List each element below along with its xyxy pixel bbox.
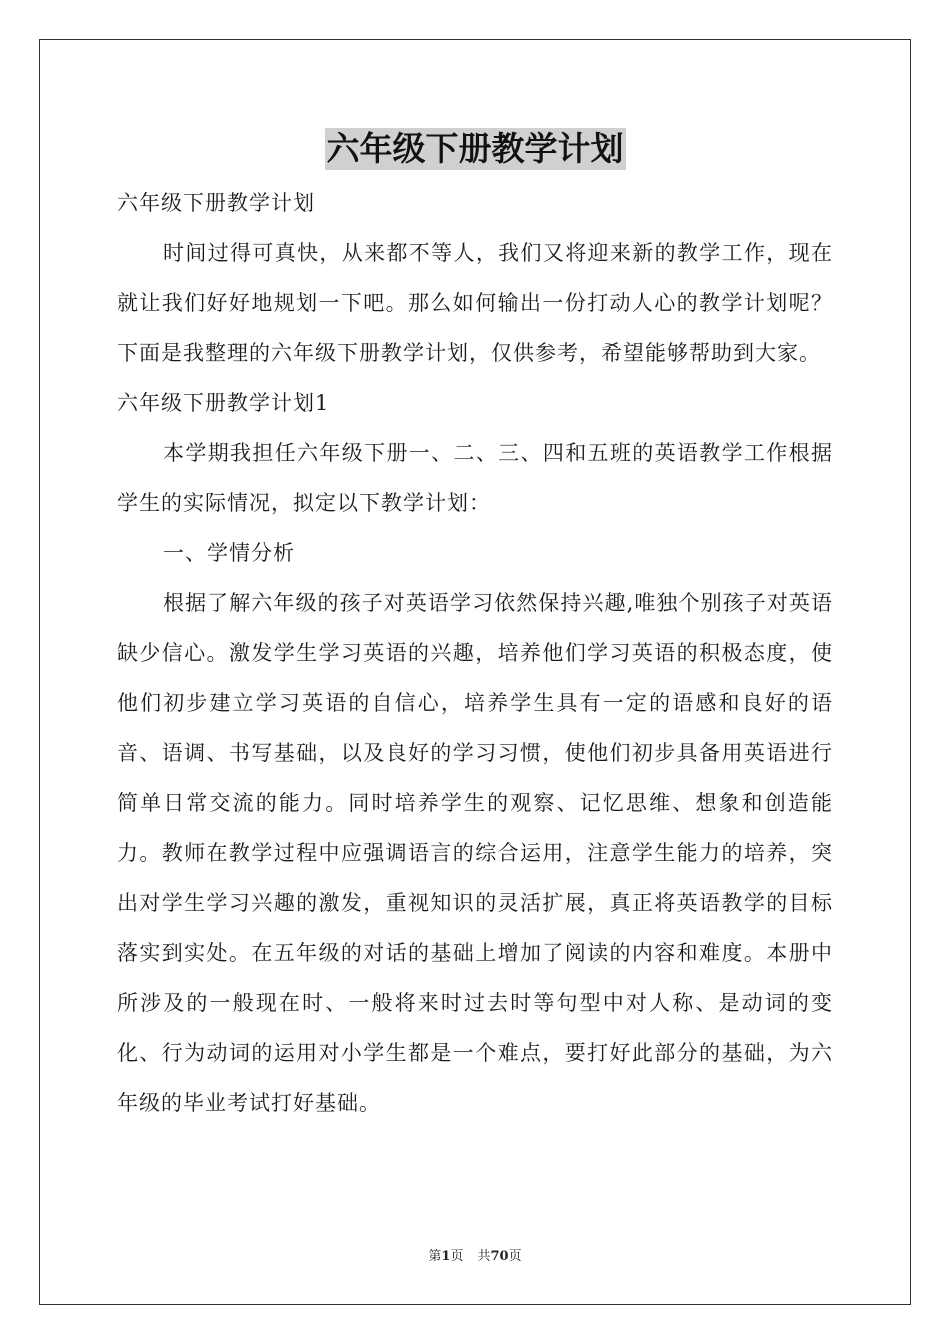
document-body <box>117 178 833 1128</box>
paragraph-section-heading: 六年级下册教学计划1 <box>117 391 330 415</box>
footer-page-number: 1 <box>441 1249 451 1264</box>
footer-total-prefix: 共 <box>477 1249 491 1264</box>
paragraph-heading-analysis: 一、学情分析 <box>163 541 295 565</box>
footer-page-suffix: 页 <box>450 1249 464 1264</box>
paragraph-analysis: 根据了解六年级的孩子对英语学习依然保持兴趣,唯独个别孩子对英语缺少信心。激发学生学习英语的兴趣，培养他们学习英语的积极态度，使他们初步建立学习英语的自信心，培养学生具有一定的语感和良好的语音、语调、书写基础，以及良好的学习习惯，使他们初步具备用英语进行简单日常交流的能力。同时培养学生的观察、记忆思维、想象和创造能力。教师在教学过程中应强调语言的综合运用，注意学生能力的培养，突出对学生学习兴趣的激发，重视知识的灵活扩展，真正将英语教学的目标落实到实处。在五年级的对话的基础上增加了阅读的内容和难度。本册中所涉及的一般现在时、一般将来时过去时等句型中对人称、是动词的变化、行为动词的运用对小学生都是一个难点，要打好此部分的基础，为六年级的毕业考试打好基础。 <box>117 591 833 1115</box>
paragraph-intro: 时间过得可真快，从来都不等人，我们又将迎来新的教学工作，现在就让我们好好地规划一下吧。那么如何输出一份打动人心的教学计划呢？下面是我整理的六年级下册教学计划，仅供参考，希望能够帮助到大家。 <box>117 241 833 365</box>
paragraph-teaching-duty: 本学期我担任六年级下册一、二、三、四和五班的英语教学工作根据学生的实际情况，拟定以下教学计划： <box>117 441 833 515</box>
footer-page-prefix: 第 <box>428 1249 442 1264</box>
footer-total-pages: 70 <box>490 1249 509 1264</box>
document-title-wrapper <box>0 128 950 170</box>
paragraph-subtitle: 六年级下册教学计划 <box>117 191 315 215</box>
document-title: 六年级下册教学计划 <box>326 129 624 168</box>
footer-total-suffix: 页 <box>508 1249 522 1264</box>
page-footer <box>0 1245 950 1264</box>
